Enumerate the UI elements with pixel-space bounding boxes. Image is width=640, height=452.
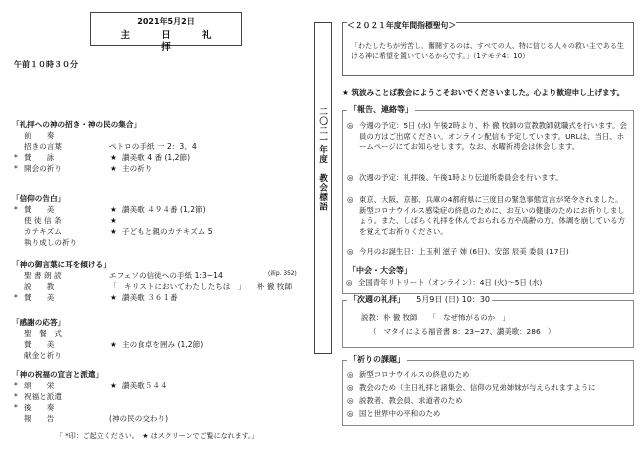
service-row <box>12 403 304 414</box>
element-name: 賛 美 <box>24 293 55 303</box>
bullet-icon: ◎ <box>347 121 354 130</box>
element-name: 説 教 <box>24 282 55 292</box>
element-detail: (神の民の交わり) <box>109 414 169 424</box>
element-name: 祝福と派遣 <box>24 392 62 402</box>
service-row <box>12 293 304 304</box>
prayer-item: ◎ 教会のため（主日礼拝と諸集会、信仰の兄弟姉妹が与えられますように <box>347 383 596 392</box>
service-row <box>12 351 304 362</box>
star-icon: ★ <box>110 381 117 391</box>
element-detail: 讃美歌 ４９４番 (1,2節) <box>122 205 206 215</box>
next-service-datetime: 5月9日 (日) 10：30 <box>416 295 491 304</box>
standing-mark: * <box>14 381 18 391</box>
standing-mark: * <box>14 164 18 174</box>
element-detail: 主の食卓を囲み (1,2節) <box>122 340 204 350</box>
date-box <box>90 12 242 53</box>
element-name: カテキズム <box>24 227 62 237</box>
element-name: 後 奏 <box>24 403 55 413</box>
element-name: 聖 餐 式 <box>24 329 62 339</box>
standing-mark: * <box>14 153 18 163</box>
element-name: 前 奏 <box>24 131 55 141</box>
order-of-service <box>12 12 304 444</box>
star-icon: ★ <box>110 216 117 226</box>
element-detail: ペトロの手紙 一 2：3、4 <box>109 142 197 152</box>
standing-mark: * <box>14 403 18 413</box>
service-section <box>12 120 304 175</box>
star-icon: ★ <box>110 340 117 350</box>
element-detail: 讃美歌５４４ <box>122 381 168 391</box>
section-heading: 「神の祝福の宣言と派遣」 <box>12 370 104 379</box>
bullet-icon: ◎ <box>347 173 354 182</box>
bullet-icon: ◎ <box>346 278 353 287</box>
year-motto-body: 「わたしたちが労苦し、奮闘するのは、すべての人、特に信じる人々の救い主である生ける神に希望を置いているからです。」（1テモテ4：10） <box>351 42 624 61</box>
bullet-icon: ◎ <box>347 195 354 204</box>
star-icon: ★ <box>110 293 117 303</box>
bullet-icon: ◎ <box>347 370 354 379</box>
section-heading: 「神の御言葉に耳を傾ける」 <box>12 260 111 269</box>
element-name: 招きの言葉 <box>24 142 62 152</box>
next-service-reading: （ マタイによる福音書 8：23−27、讃美歌：286 ） <box>369 327 556 336</box>
service-row <box>12 227 304 238</box>
service-row <box>12 271 304 282</box>
section-heading: 「礼拝への神の招き・神の民の集合」 <box>12 120 142 129</box>
prayer-heading: 「祈りの課題」 <box>349 355 405 364</box>
motto-banner <box>314 22 332 354</box>
standing-mark: * <box>14 392 18 402</box>
prayer-box <box>342 355 634 426</box>
service-row <box>12 142 304 153</box>
service-row <box>12 205 304 216</box>
star-icon: ★ <box>110 227 117 237</box>
prayer-item: ◎ 国と世界中の平和のため <box>347 409 441 418</box>
meeting-heading: 「中会・大会等」 <box>348 266 412 275</box>
star-icon: ★ <box>110 164 117 174</box>
section-heading: 「感謝の応答」 <box>12 318 66 327</box>
element-detail: 子どもと親のカテキズム 5 <box>122 227 213 237</box>
service-row <box>12 282 304 293</box>
report-item: ◎ 今月のお誕生日：上玉利 滋子 姉 (6日)、安部 辰美 委員 (17日) <box>347 247 569 256</box>
service-title: 主 日 礼 拝 <box>120 30 226 53</box>
report-item: ◎ 今週の予定：5日 (水) 午後2時より、朴 徹 牧師の宣教教師就職式を行います。会員の方はご出席ください。オンライン配信も予定しています。URLは、当日、ホームページにてお知らせします。なお、水曜祈祷会は休会します。 <box>347 121 627 152</box>
element-detail: 讃美歌 4 番 (1,2節) <box>122 153 191 163</box>
service-row <box>12 164 304 175</box>
element-name: 聖 書 朗 読 <box>24 271 62 281</box>
element-name: 頌 栄 <box>24 381 55 391</box>
star-icon: ★ <box>110 153 117 163</box>
service-row <box>12 381 304 392</box>
service-section <box>12 370 304 425</box>
next-service-sermon: 説教：朴 徹 牧師 「 なぜ怖がるのか 」 <box>361 313 510 322</box>
service-row <box>12 329 304 340</box>
service-date: 2021年5月2日 <box>137 17 195 26</box>
standing-mark: * <box>14 205 18 215</box>
bullet-icon: ◎ <box>347 396 354 405</box>
element-name: 使 徒 信 条 <box>24 216 62 226</box>
element-name: 執り成しの祈り <box>24 238 78 248</box>
page-reference: (新p. 352) <box>268 271 297 278</box>
service-row <box>12 216 304 227</box>
element-name: 献金と祈り <box>24 351 62 361</box>
service-row <box>12 414 304 425</box>
service-section <box>12 194 304 249</box>
element-detail: 「 キリストにおいてわたしたちは 」 朴 徹 牧師 <box>109 282 293 292</box>
start-time: 午前１０時３０分 <box>14 60 78 69</box>
service-row <box>12 340 304 351</box>
next-service-heading: 「次週の礼拝」 5月9日 (日) 10：30 <box>349 295 491 304</box>
element-name: 賛 詠 <box>24 153 55 163</box>
star-icon: ★ <box>110 205 117 215</box>
element-name: 報 告 <box>24 414 55 424</box>
element-detail: エフェソの信徒への手紙 1:3−14 <box>109 271 223 281</box>
service-section <box>12 318 304 362</box>
meeting-box <box>342 266 632 290</box>
service-section <box>12 260 304 304</box>
service-row <box>12 392 304 403</box>
bullet-icon: ◎ <box>347 409 354 418</box>
bullet-icon: ◎ <box>347 383 354 392</box>
year-motto-box <box>342 22 634 76</box>
element-detail: 主の祈り <box>122 164 153 174</box>
vertical-motto: 二〇二一年度 教会標語 <box>317 107 328 212</box>
meeting-item: ◎ 全国青年リトリート（オンライン）：4日 (火)〜5日 (水) <box>346 278 543 287</box>
welcome-message: ★ 筑波みことば教会にようこそおいでくださいました。心より歓迎申し上げます。 <box>342 88 625 97</box>
element-name: 賛 美 <box>24 340 55 350</box>
prayer-item: ◎ 説教者、教会員、求道者のため <box>347 396 463 405</box>
section-heading: 「信仰の告白」 <box>12 194 66 203</box>
element-detail: 讃美歌 ３６１番 <box>122 293 178 303</box>
bullet-icon: ◎ <box>347 247 354 256</box>
reports-heading: 「報告、連絡等」 <box>349 105 413 114</box>
service-row <box>12 131 304 142</box>
element-name: 開会の祈り <box>24 164 62 174</box>
report-item: ◎ 次週の予定：礼拝後、午後1時より伝道所委員会を行います。 <box>347 173 563 182</box>
prayer-item: ◎ 新型コロナウイルスの終息のため <box>347 370 470 379</box>
service-row <box>12 153 304 164</box>
standing-mark: * <box>14 293 18 303</box>
year-motto-title: ＜２０２１年度年間指標聖句＞ <box>347 21 457 30</box>
service-row <box>12 238 304 249</box>
footnote: 「 *印：ご起立ください。 ★ はスクリーンでご覧になれます。」 <box>56 432 259 440</box>
next-service-box <box>342 295 634 348</box>
report-item: ◎ 東京、大阪、京都、兵庫の4都府県に三度目の緊急事態宣言が発令されました。新型コロナウイルス感染症の終息のために、お互いの健康のためにお祈りしましょう。また、しばらく礼拝を休んでおられる方や高齢の方、体調を崩している方を覚えてお祈りください。 <box>347 195 626 237</box>
element-name: 賛 美 <box>24 205 55 215</box>
